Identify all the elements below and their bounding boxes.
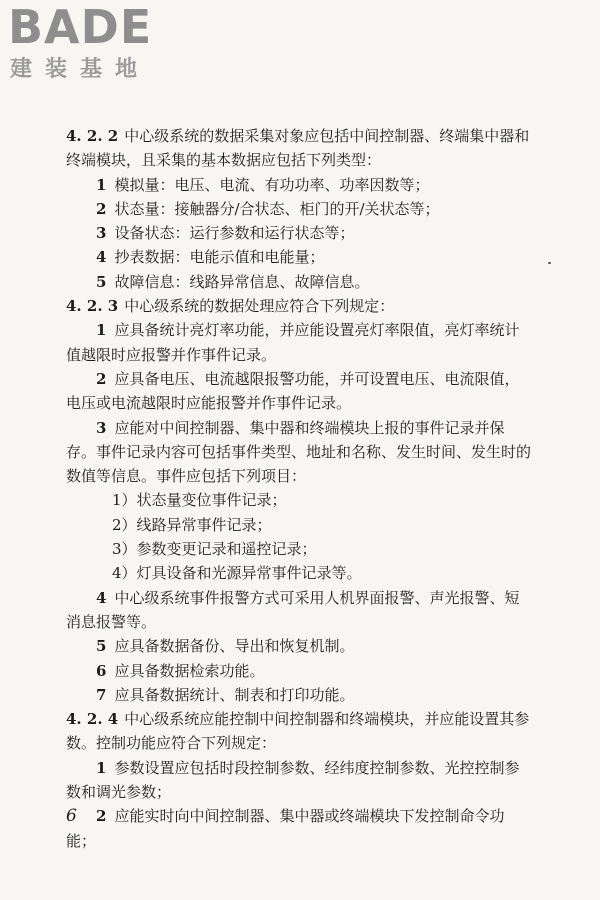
list-item: 5 应具备数据备份、导出和恢复机制。 <box>96 637 355 656</box>
clause-text: 中心级系统的数据处理应符合下列规定： <box>124 297 395 316</box>
clause-number: 4. 2. 3 <box>66 297 119 316</box>
sub-list-item: 4）灯具设备和光源异常事件记录等。 <box>112 564 362 583</box>
list-item: 2 应能实时向中间控制器、集中器或终端模块下发控制命令功能； <box>66 807 505 850</box>
clause-text: 中心级系统应能控制中间控制器和终端模块，并应能设置其参数。控制功能应符合下列规定： <box>66 710 530 753</box>
sub-list-item: 3）参数变更记录和遥控记录； <box>112 540 317 559</box>
page-number: 6 <box>66 806 77 826</box>
list-item: 7 应具备数据统计、制表和打印功能。 <box>96 685 355 704</box>
clause-number: 4. 2. 2 <box>66 127 119 145</box>
list-item: 3 应能对中间控制器、集中器和终端模块上报的事件记录并保存。事件记录内容可包括事件类型、地址和名称、发生时间、发生时的数值等信息。事件应包括下列项目： <box>66 418 532 486</box>
list-item: 6 应具备数据检索功能。 <box>96 661 265 680</box>
logo-subtitle: 建装基地 <box>10 57 151 82</box>
clause-4-2-2 <box>66 124 534 173</box>
list-item: 2 应具备电压、电流越限报警功能，并可设置电压、电流限值，电压或电流越限时应能报警并作事件记录。 <box>66 369 520 413</box>
list-item: 1 参数设置应包括时段控制参数、经纬度控制参数、光控控制参数和调光参数； <box>66 758 520 802</box>
document-body <box>66 124 534 853</box>
bade-logo <box>8 0 208 84</box>
list-item: 2 状态量：接触器分/合状态、柜门的开/关状态等； <box>96 199 440 218</box>
list-item: 4 抄表数据：电能示值和电能量； <box>96 248 325 267</box>
clause-text: 中心级系统的数据采集对象应包括中间控制器、终端集中器和终端模块，且采集的基本数据应包括下列类型： <box>66 127 530 170</box>
clause-number: 4. 2. 4 <box>66 710 119 729</box>
logo-wordmark: BADE <box>8 0 153 54</box>
list-item: 5 故障信息：线路异常信息、故障信息。 <box>96 272 370 291</box>
list-item: 4 中心级系统事件报警方式可采用人机界面报警、声光报警、短消息报警等。 <box>66 588 520 631</box>
sub-list-item: 2）线路异常事件记录； <box>112 515 272 534</box>
clause-4-2-4 <box>66 707 534 756</box>
scan-speck <box>548 262 551 264</box>
sub-list-item: 1）状态量变位事件记录； <box>112 491 287 510</box>
clause-4-2-3 <box>66 294 534 318</box>
list-item: 3 设备状态：运行参数和运行状态等； <box>96 224 355 243</box>
list-item: 1 模拟量：电压、电流、有功功率、功率因数等； <box>96 175 430 194</box>
list-item: 1 应具备统计亮灯率功能，并应能设置亮灯率限值，亮灯率统计值越限时应报警并作事件记录。 <box>66 321 520 364</box>
